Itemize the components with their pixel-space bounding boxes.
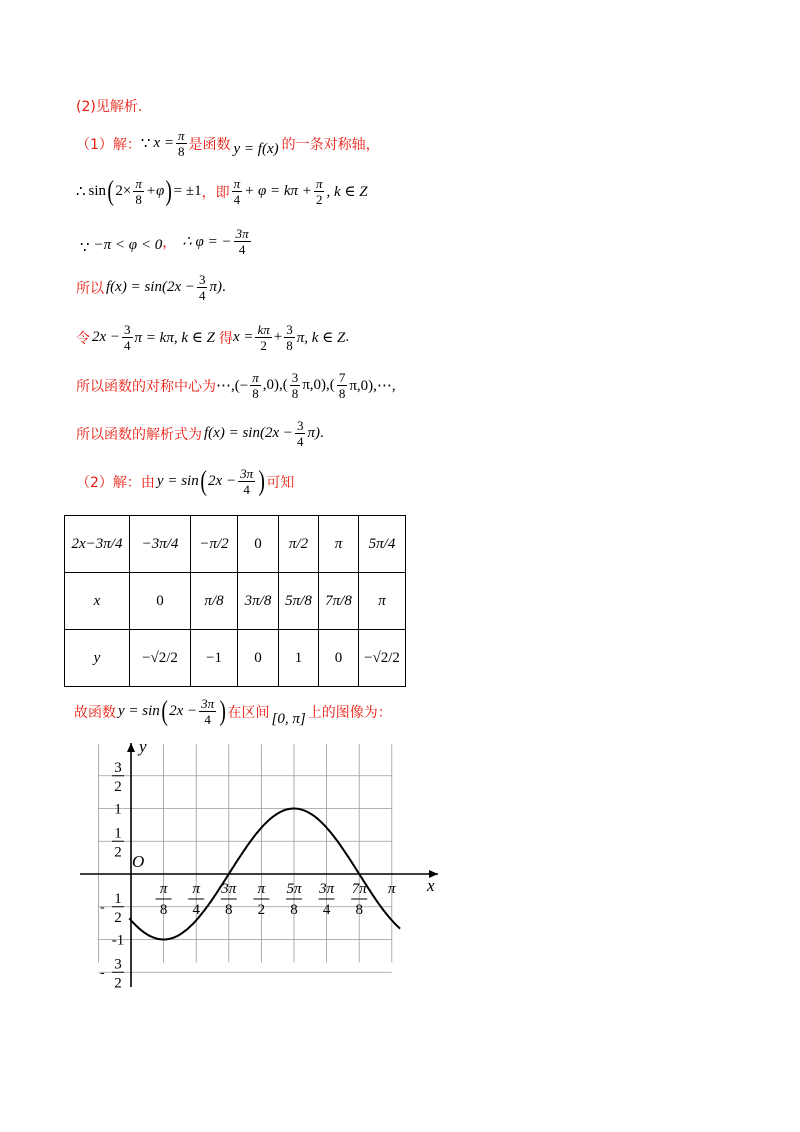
fraction-pi-8	[133, 176, 144, 207]
fraction-pi-2	[314, 176, 325, 207]
text-on-interval: 在区间	[227, 704, 270, 721]
fraction-pi-4	[232, 176, 243, 207]
table-cell	[130, 630, 191, 687]
frac-num: π	[315, 176, 323, 191]
x-tick-den: 4	[322, 902, 331, 918]
y-tick-den: 2	[114, 909, 122, 926]
table-cell	[191, 573, 238, 630]
solution-line-2	[76, 176, 368, 207]
y-tick-den: 2	[114, 844, 122, 861]
cell-text: 5π/4	[368, 535, 396, 552]
cell-text: x	[93, 592, 101, 609]
period: .	[221, 279, 226, 295]
x-tick-num: π	[388, 881, 396, 897]
frac-num: π	[178, 128, 185, 143]
y-tick-label: 1	[114, 801, 122, 818]
cell-text: π	[378, 592, 386, 609]
text-symmetry-axis: 的一条对称轴，	[281, 136, 380, 153]
frac-den: 8	[135, 192, 142, 207]
solution-line-8	[76, 466, 294, 497]
because-symbol: ∵	[140, 136, 151, 152]
solution-line-7	[76, 418, 324, 449]
part2-label: （2）解：由	[76, 474, 155, 491]
cell-text: −π/2	[199, 535, 229, 552]
text-get: 得	[218, 330, 233, 347]
fraction-3pi-4	[234, 226, 251, 257]
math-x-eq: x =	[232, 329, 254, 345]
answer-ref-line	[76, 96, 142, 116]
table-cell	[319, 516, 359, 573]
y-tick-num: 1	[114, 890, 122, 907]
frac-den: 2	[260, 338, 267, 353]
x-tick-den: 8	[225, 902, 233, 918]
y-tick-den: 2	[114, 975, 122, 992]
table-row	[65, 573, 406, 630]
cell-text: −√2/2	[142, 649, 178, 666]
cell-text: 2x−3π/4	[71, 535, 123, 552]
frac-num: π	[135, 176, 142, 191]
y-tick-minus: -	[100, 965, 105, 981]
sin-text: sin	[88, 183, 107, 199]
period: .	[319, 425, 324, 441]
x-axis-label: x	[427, 876, 435, 895]
solution-line-5	[76, 322, 349, 353]
part1-label: （1）解：	[76, 136, 141, 153]
frac-num: 3	[296, 418, 304, 433]
frac-den: 4	[233, 192, 241, 207]
cell-text: −3π/4	[141, 535, 179, 552]
table-cell	[359, 516, 406, 573]
fraction-3-4	[122, 322, 133, 353]
table-cell	[191, 630, 238, 687]
text-we-know: 可知	[266, 474, 295, 491]
fraction-pi-8	[176, 128, 187, 159]
inner-phi: +φ	[145, 183, 165, 199]
table-cell	[359, 573, 406, 630]
fraction-3pi-4	[199, 696, 216, 727]
math-k-in-z: , k ∈ Z	[326, 184, 368, 200]
frac-num: kπ	[257, 322, 270, 337]
text-therefore-function: 故函数	[74, 704, 116, 721]
frac-num: 3	[286, 322, 293, 337]
math-inner: 2x −	[169, 703, 198, 719]
frac-den: 8	[286, 338, 293, 353]
because-symbol: ∵	[80, 240, 90, 256]
table-cell	[238, 516, 279, 573]
math-expr-d: π, k ∈ Z	[296, 330, 346, 346]
text-namely: ，即	[201, 184, 230, 201]
math-y-fx: y = f(x)	[233, 141, 279, 157]
y-tick-labels	[100, 760, 124, 992]
math-y-sin: y = sin	[118, 703, 160, 719]
cell-text: 1	[294, 649, 303, 666]
y-tick-num: 1	[114, 825, 122, 842]
solution-line-3	[80, 226, 253, 257]
text-graph-is: 上的图像为：	[307, 704, 392, 721]
frac-num: 7	[338, 370, 346, 385]
frac-den: 4	[296, 434, 304, 449]
math-x-eq: x =	[153, 135, 174, 151]
frac-den: 8	[338, 386, 346, 401]
paren-open: (	[200, 465, 207, 497]
frac-num: 3	[124, 322, 131, 337]
math-phi-eq: ∴ φ = −	[182, 234, 232, 250]
math-fx-a: f(x) = sin(2x −	[204, 425, 293, 441]
x-tick-num: 7π	[351, 881, 367, 897]
frac-num: 3π	[235, 226, 249, 241]
x-tick-labels	[156, 881, 396, 918]
cell-text: 5π/8	[285, 592, 312, 609]
table-cell	[191, 516, 238, 573]
table-cell	[130, 516, 191, 573]
math-center-a: ⋯,(−	[216, 378, 249, 394]
fraction-3-4	[197, 272, 208, 303]
cell-text: −√2/2	[364, 649, 400, 666]
math-expr-b: π = kπ, k ∈ Z	[134, 330, 215, 346]
paren-open: (	[107, 175, 114, 207]
function-graph	[70, 735, 450, 995]
fraction-pi-8	[250, 370, 261, 401]
math-fx-b: π)	[307, 425, 320, 441]
table-cell	[238, 630, 279, 687]
frac-num: 3	[198, 272, 206, 287]
fraction-7-8	[337, 370, 348, 401]
cell-text: y	[93, 649, 101, 666]
x-tick-den: 8	[355, 902, 363, 918]
table-cell	[65, 573, 130, 630]
text-let: 令	[76, 330, 90, 347]
x-tick-num: π	[159, 881, 168, 897]
answer-ref-text: (2)见解析.	[76, 99, 143, 115]
period: .	[345, 329, 350, 345]
table-cell	[238, 573, 279, 630]
x-tick-den: 2	[257, 902, 266, 918]
math-kpi: + φ = kπ +	[244, 183, 312, 199]
math-phi-range: −π < φ < 0	[93, 237, 163, 253]
y-tick-num: 3	[114, 759, 122, 776]
fraction-3pi-4	[238, 466, 255, 497]
frac-den: 8	[178, 144, 185, 159]
math-y-sin: y = sin	[156, 473, 199, 489]
table-cell	[359, 630, 406, 687]
therefore-symbol: ∴	[76, 184, 86, 200]
paren-close: )	[219, 695, 227, 727]
cell-text: 0	[254, 535, 262, 552]
table-cell	[130, 573, 191, 630]
eq-pm1: = ±1	[173, 183, 202, 199]
frac-den: 4	[204, 712, 211, 727]
frac-num: 3π	[201, 696, 215, 711]
frac-num: π	[233, 176, 241, 191]
frac-den: 4	[238, 242, 246, 257]
frac-den: 8	[252, 386, 259, 401]
solution-line-4	[76, 272, 226, 303]
table-cell	[279, 630, 319, 687]
text-so: 所以	[76, 280, 104, 297]
frac-den: 4	[243, 482, 250, 497]
y-axis-label: y	[139, 737, 147, 756]
x-tick-num: π	[257, 881, 266, 897]
math-expr-a: 2x −	[92, 329, 121, 345]
frac-den: 8	[291, 386, 299, 401]
x-tick-num: 3π	[319, 881, 335, 897]
cell-text: −1	[206, 649, 222, 666]
cell-text: 0	[334, 649, 343, 666]
math-fx-b: π)	[209, 279, 222, 295]
frac-den: 4	[124, 338, 131, 353]
cell-text: π	[334, 535, 343, 552]
math-inner: 2x −	[208, 473, 237, 489]
y-tick-num: 3	[114, 956, 122, 973]
table-cell	[279, 516, 319, 573]
comma: ，	[162, 234, 177, 251]
x-tick-den: 8	[290, 902, 298, 918]
frac-den: 2	[315, 192, 323, 207]
y-axis-arrow-icon	[127, 743, 135, 752]
cell-text: π/2	[288, 535, 309, 552]
solution-line-6	[76, 370, 396, 401]
text-centers: 所以函数的对称中心为	[76, 378, 216, 395]
table-cell	[279, 573, 319, 630]
fraction-3-4	[295, 418, 306, 449]
inner-2x: 2×	[115, 183, 132, 199]
value-table	[64, 515, 406, 687]
table-cell	[319, 573, 359, 630]
origin-label: O	[132, 852, 145, 871]
y-tick-minus: -	[100, 899, 105, 915]
x-tick-den: 8	[159, 902, 168, 918]
frac-num: π	[252, 370, 259, 385]
cell-text: π/8	[204, 592, 224, 609]
solution-line-1	[76, 128, 380, 159]
cell-text: 3π/8	[244, 592, 272, 609]
frac-num: 3	[291, 370, 299, 385]
plus: +	[273, 329, 283, 345]
x-tick-num: 3π	[221, 881, 237, 897]
table-cell	[319, 630, 359, 687]
math-interval: [0, π]	[271, 711, 306, 727]
math-fx-a: f(x) = sin(2x −	[106, 279, 195, 295]
table-row	[65, 630, 406, 687]
table-row	[65, 516, 406, 573]
table-cell	[65, 516, 130, 573]
frac-den: 4	[198, 288, 206, 303]
math-center-c: π,0),(	[302, 377, 335, 393]
math-center-b: ,0),(	[262, 377, 288, 393]
cell-text: 7π/8	[325, 592, 352, 609]
math-center-d: π,0),⋯,	[349, 378, 396, 394]
table-cell	[65, 630, 130, 687]
y-tick-den: 2	[114, 778, 122, 795]
x-tick-den: 4	[192, 902, 200, 918]
paren-close: )	[258, 465, 266, 497]
cell-text: 0	[156, 592, 164, 609]
paren-close: )	[165, 175, 173, 207]
cell-text: 0	[254, 649, 262, 666]
text-expression-is: 所以函数的解析式为	[76, 426, 202, 443]
paren-open: (	[161, 695, 168, 727]
frac-num: 3π	[240, 466, 254, 481]
text-is-function: 是函数	[188, 136, 231, 153]
fraction-3-8	[284, 322, 295, 353]
fraction-kpi-2	[255, 322, 271, 353]
y-tick-label: -1	[111, 932, 125, 949]
x-tick-num: π	[192, 881, 200, 897]
x-tick-num: 5π	[286, 881, 302, 897]
solution-line-9	[74, 696, 392, 727]
fraction-3-8	[290, 370, 301, 401]
